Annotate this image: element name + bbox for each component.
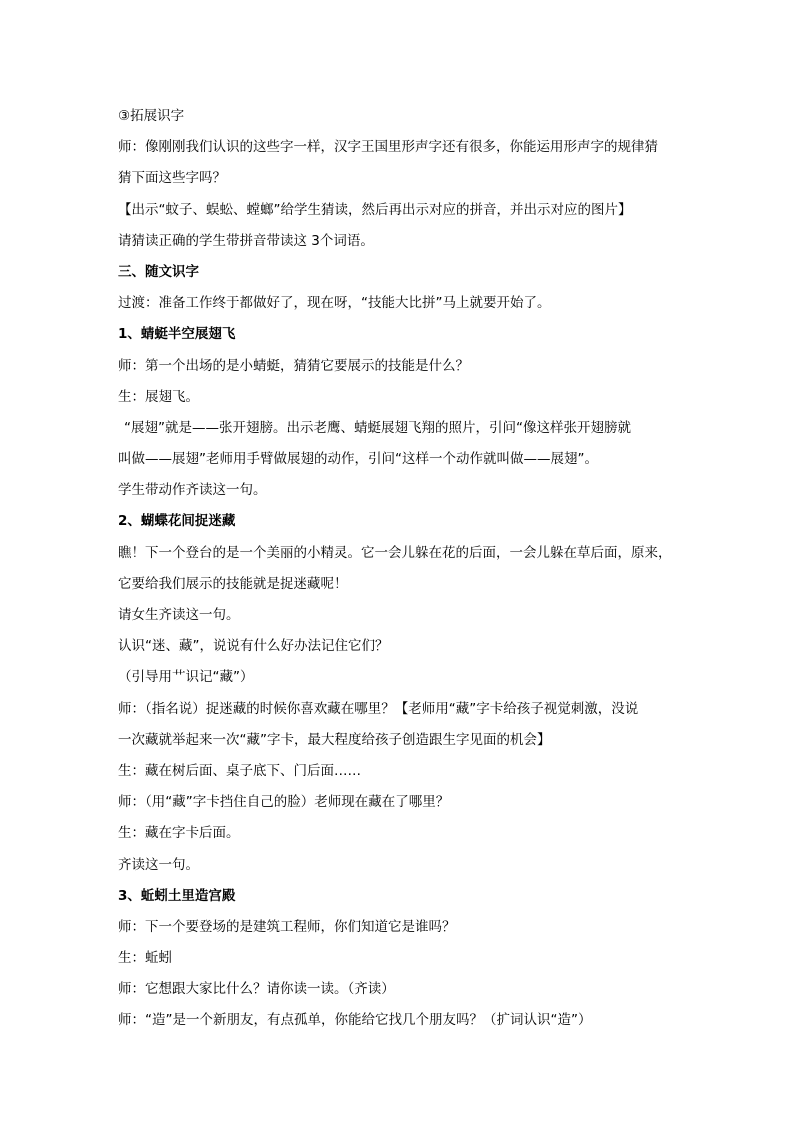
subheading-earthworm: 3、蚯蚓土里造宫殿 xyxy=(118,887,236,904)
paragraph-line: 猜下面这些字吗？ xyxy=(118,170,226,187)
paragraph-line: 生：藏在字卡后面。 xyxy=(118,825,240,842)
paragraph-line: 一次藏就举起来一次“藏”字卡，最大程度给孩子创造跟生字见面的机会】 xyxy=(118,731,551,748)
paragraph-line: 学生带动作齐读这一句。 xyxy=(118,482,267,499)
paragraph-line: 生：藏在树后面、桌子底下、门后面…… xyxy=(118,762,361,779)
paragraph-line: 师：第一个出场的是小蜻蜓，猜猜它要展示的技能是什么？ xyxy=(118,357,469,374)
paragraph-line: 瞧！下一个登台的是一个美丽的小精灵。它一会儿躲在花的后面，一会儿躲在草后面，原来， xyxy=(118,544,672,561)
paragraph-line: 认识“迷、藏”，说说有什么好办法记住它们？ xyxy=(118,638,389,655)
paragraph-line: 师：（用“藏”字卡挡住自己的脸）老师现在藏在了哪里？ xyxy=(118,794,450,811)
subheading-butterfly: 2、蝴蝶花间捉迷藏 xyxy=(118,513,236,530)
paragraph-line: 师：它想跟大家比什么？请你读一读。（齐读） xyxy=(118,981,395,998)
subheading-dragonfly: 1、蜻蜓半空展翅飞 xyxy=(118,326,236,343)
paragraph-line: 师：“造”是一个新朋友，有点孤单，你能给它找几个朋友吗？（扩词认识“造”） xyxy=(118,1012,592,1029)
paragraph-line: 叫做——展翅”老师用手臂做展翅的动作，引问“这样一个动作就叫做——展翅”。 xyxy=(118,451,598,468)
paragraph-line: 请女生齐读这一句。 xyxy=(118,607,240,623)
paragraph-line: “展翅”就是——张开翅膀。出示老鹰、蜻蜓展翅飞翔的照片，引问“像这样张开翅膀就 xyxy=(124,419,631,436)
subsection-heading-extended-literacy: ③拓展识字 xyxy=(118,108,185,124)
paragraph-line: 过渡：准备工作终于都做好了，现在呀，“技能大比拼”马上就要开始了。 xyxy=(118,295,551,312)
paragraph-line: 请猜读正确的学生带拼音带读这 3个词语。 xyxy=(118,232,374,249)
document-body xyxy=(118,101,678,1037)
paragraph-line: 齐读这一句。 xyxy=(118,856,199,873)
paragraph-line: 师：像刚刚我们认识的这些字一样，汉字王国里形声字还有很多，你能运用形声字的规律猜 xyxy=(118,139,658,156)
paragraph-line: 生：展翅飞。 xyxy=(118,388,199,405)
paragraph-line: 它要给我们展示的技能就是捉迷藏呢！ xyxy=(118,575,348,592)
paragraph-line: （引导用艹识记“藏”） xyxy=(118,669,254,686)
paragraph-line: 【出示“蚊子、蜈蚣、螳螂”给学生猜读，然后再出示对应的拼音，并出示对应的图片】 xyxy=(118,201,632,218)
paragraph-line: 师：下一个要登场的是建筑工程师，你们知道它是谁吗？ xyxy=(118,918,456,935)
paragraph-line: 师：（指名说）捉迷藏的时候你喜欢藏在哪里？【老师用“藏”字卡给孩子视觉刺激，没说 xyxy=(118,700,639,717)
paragraph-line: 生：蚯蚓 xyxy=(118,950,172,967)
section-heading-reading-literacy: 三、随文识字 xyxy=(118,263,199,280)
